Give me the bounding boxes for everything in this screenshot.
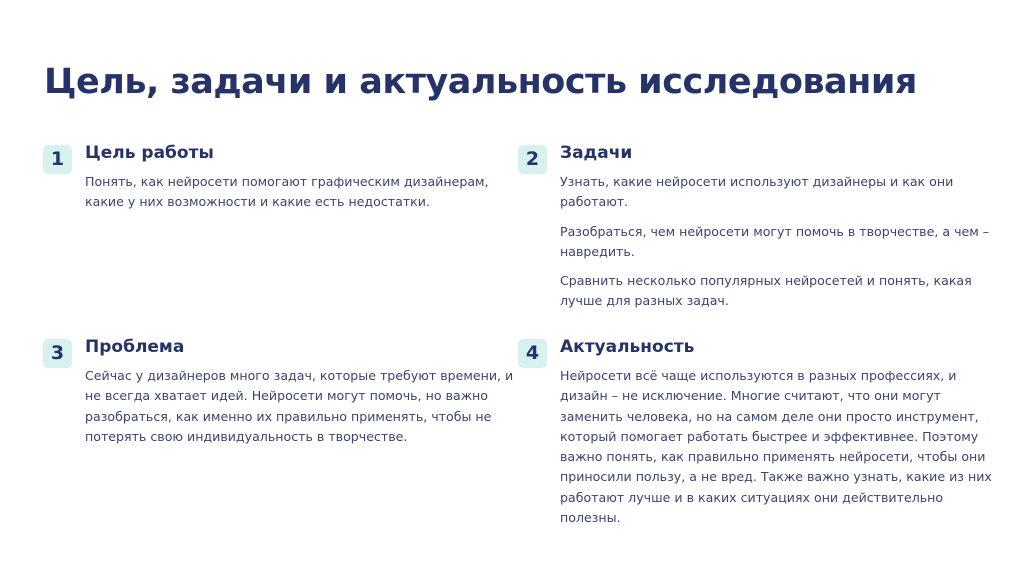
- block-body: [560, 172, 1000, 321]
- block-paragraph: Разобраться, чем нейросети могут помочь в творчестве, а чем – навредить.: [560, 223, 990, 259]
- block-paragraph: Понять, как нейросети помогают графическим дизайнерам, какие у них возможности и какие есть недостатки.: [85, 174, 489, 210]
- block-heading: Проблема: [85, 337, 185, 357]
- block-heading: Задачи: [560, 143, 633, 163]
- block-paragraph: Сейчас у дизайнеров много задач, которые требуют времени, и не всегда хватает идей. Нейросети могут помочь, но важно разобраться, как именно их правильно применять, чтобы не потерять свою индивидуальность в творчестве.: [85, 368, 514, 444]
- block-paragraph: Узнать, какие нейросети используют дизайнеры и как они работают.: [560, 174, 954, 210]
- block-body: [85, 172, 525, 222]
- number-badge: 2: [518, 145, 547, 174]
- slide-title: Цель, задачи и актуальность исследования: [44, 62, 917, 102]
- block-paragraph: Сравнить несколько популярных нейросетей и понять, какая лучше для разных задач.: [560, 273, 972, 309]
- number-badge: 1: [43, 145, 72, 174]
- number-badge: 3: [43, 339, 72, 368]
- block-paragraph: Нейросети всё чаще используются в разных профессиях, и дизайн – не исключение. Многие считают, что они могут заменить человека, но на самом деле они просто инструмент, который помогает работать быстрее и эффективнее. Поэтому важно понять, как правильно применять нейросети, чтобы они приносили пользу, а не вред. Также важно узнать, какие из них работают лучше и в каких ситуациях они действительно полезны.: [560, 368, 992, 526]
- block-heading: Цель работы: [85, 143, 214, 163]
- block-body: [85, 366, 525, 456]
- block-body: [560, 366, 1000, 537]
- block-heading: Актуальность: [560, 337, 695, 357]
- number-badge: 4: [518, 339, 547, 368]
